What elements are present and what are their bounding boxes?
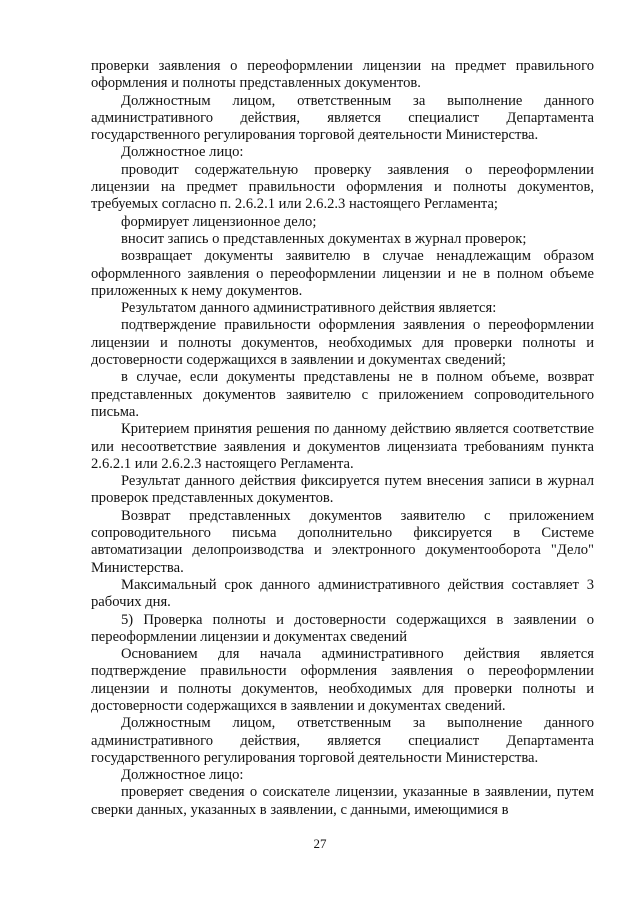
paragraph: Основанием для начала административного действия является подтверждение правильности оформления заявления о переоформлении лицензии и полноты документов, необходимых для проверки полноты и достоверности содержащихся в заявлении и документах сведений. (91, 646, 594, 714)
body-text (91, 58, 594, 819)
paragraph: формирует лицензионное дело; (121, 213, 317, 230)
paragraph: Максимальный срок данного административного действия составляет 3 рабочих дня. (91, 576, 594, 611)
paragraph: Должностное лицо: (121, 767, 244, 784)
paragraph: Возврат представленных документов заявителю с приложением сопроводительного письма дополнительно фиксируется в Системе автоматизации делопроизводства и электронного документооборота "Дело" Министерства. (91, 507, 594, 576)
paragraph: в случае, если документы представлены не в полном объеме, возврат представленных документов заявителю с приложением сопроводительного письма. (91, 369, 594, 420)
paragraph: проверки заявления о переоформлении лицензии на предмет правильного оформления и полноты представленных документов. (91, 58, 594, 92)
paragraph: Должностным лицом, ответственным за выполнение данного административного действия, является специалист Департамента государственного регулирования торговой деятельности Министерства. (91, 715, 594, 766)
paragraph: Должностное лицо: (121, 144, 244, 161)
paragraph: подтверждение правильности оформления заявления о переоформлении лицензии и полноты документов, необходимых для проверки полноты и достоверности содержащихся в заявлении и документах сведений; (91, 317, 594, 369)
paragraph: проверяет сведения о соискателе лицензии, указанные в заявлении, путем сверки данных, указанных в заявлении, с данными, имеющимися в (91, 784, 594, 818)
paragraph: Результатом данного административного действия является: (121, 300, 497, 317)
paragraph: вносит запись о представленных документах в журнал проверок; (121, 230, 527, 247)
section-heading: 5) Проверка полноты и достоверности содержащихся в заявлении о переоформлении лицензии и документах сведений (91, 611, 594, 645)
paragraph: Критерием принятия решения по данному действию является соответствие или несоответствие заявления и документов лицензиата требованиям пункта 2.6.2.1 или 2.6.2.3 настоящего Регламента. (91, 421, 594, 472)
paragraph: проводит содержательную проверку заявления о переоформлении лицензии на предмет правильности оформления и полноты документов, требуемых согласно п. 2.6.2.1 или 2.6.2.3 настоящего Регламента; (91, 161, 594, 213)
paragraph: возвращает документы заявителю в случае ненадлежащим образом оформленного заявления о переоформлении лицензии и не в полном объеме приложенных к нему документов. (91, 248, 594, 299)
paragraph: Результат данного действия фиксируется путем внесения записи в журнал проверок представленных документов. (91, 473, 594, 507)
paragraph: Должностным лицом, ответственным за выполнение данного административного действия, является специалист Департамента государственного регулирования торговой деятельности Министерства. (91, 92, 594, 144)
page-number: 27 (313, 836, 327, 851)
